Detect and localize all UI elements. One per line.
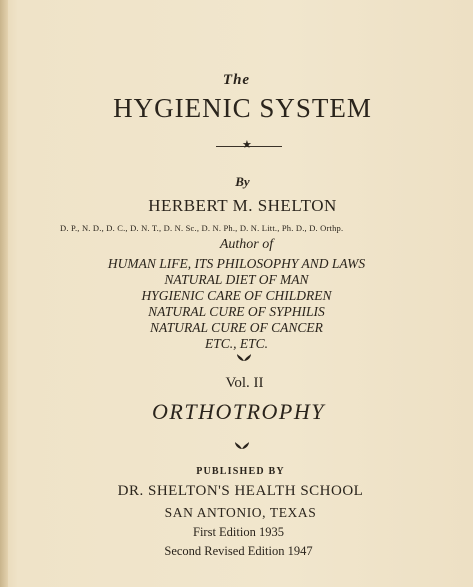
publisher-city: SAN ANTONIO, TEXAS <box>164 505 317 520</box>
leaf-ornament-icon <box>234 440 250 450</box>
work-item: NATURAL CURE OF SYPHILIS <box>148 304 325 319</box>
work-item: NATURAL DIET OF MAN <box>164 272 309 287</box>
leaf-ornament-icon <box>236 352 252 362</box>
author-name: HERBERT M. SHELTON <box>148 196 337 215</box>
book-title: HYGIENIC SYSTEM <box>113 93 372 123</box>
work-item: HUMAN LIFE, ITS PHILOSOPHY AND LAWS <box>107 256 366 271</box>
work-item: HYGIENIC CARE OF CHILDREN <box>141 288 332 303</box>
by-line: By <box>235 174 250 189</box>
title-article: The <box>222 72 251 88</box>
author-of-label: Author of <box>219 237 274 252</box>
work-item: ETC., ETC. <box>204 336 269 351</box>
volume-label: Vol. II <box>225 375 264 391</box>
other-works-list <box>0 256 473 352</box>
work-item: NATURAL CURE OF CANCER <box>150 320 323 335</box>
publisher-name: DR. SHELTON'S HEALTH SCHOOL <box>117 483 364 499</box>
first-edition: First Edition 1935 <box>193 525 284 539</box>
published-by-label: PUBLISHED BY <box>196 466 285 477</box>
star-ornament-icon: ★ <box>242 139 252 151</box>
volume-subtitle: ORTHOTROPHY <box>152 399 325 424</box>
author-degrees: D. P., N. D., D. C., D. N. T., D. N. Sc., D. N. Ph., D. N. Litt., Ph. D., D. Orthp. <box>60 223 344 233</box>
second-edition: Second Revised Edition 1947 <box>164 544 313 558</box>
